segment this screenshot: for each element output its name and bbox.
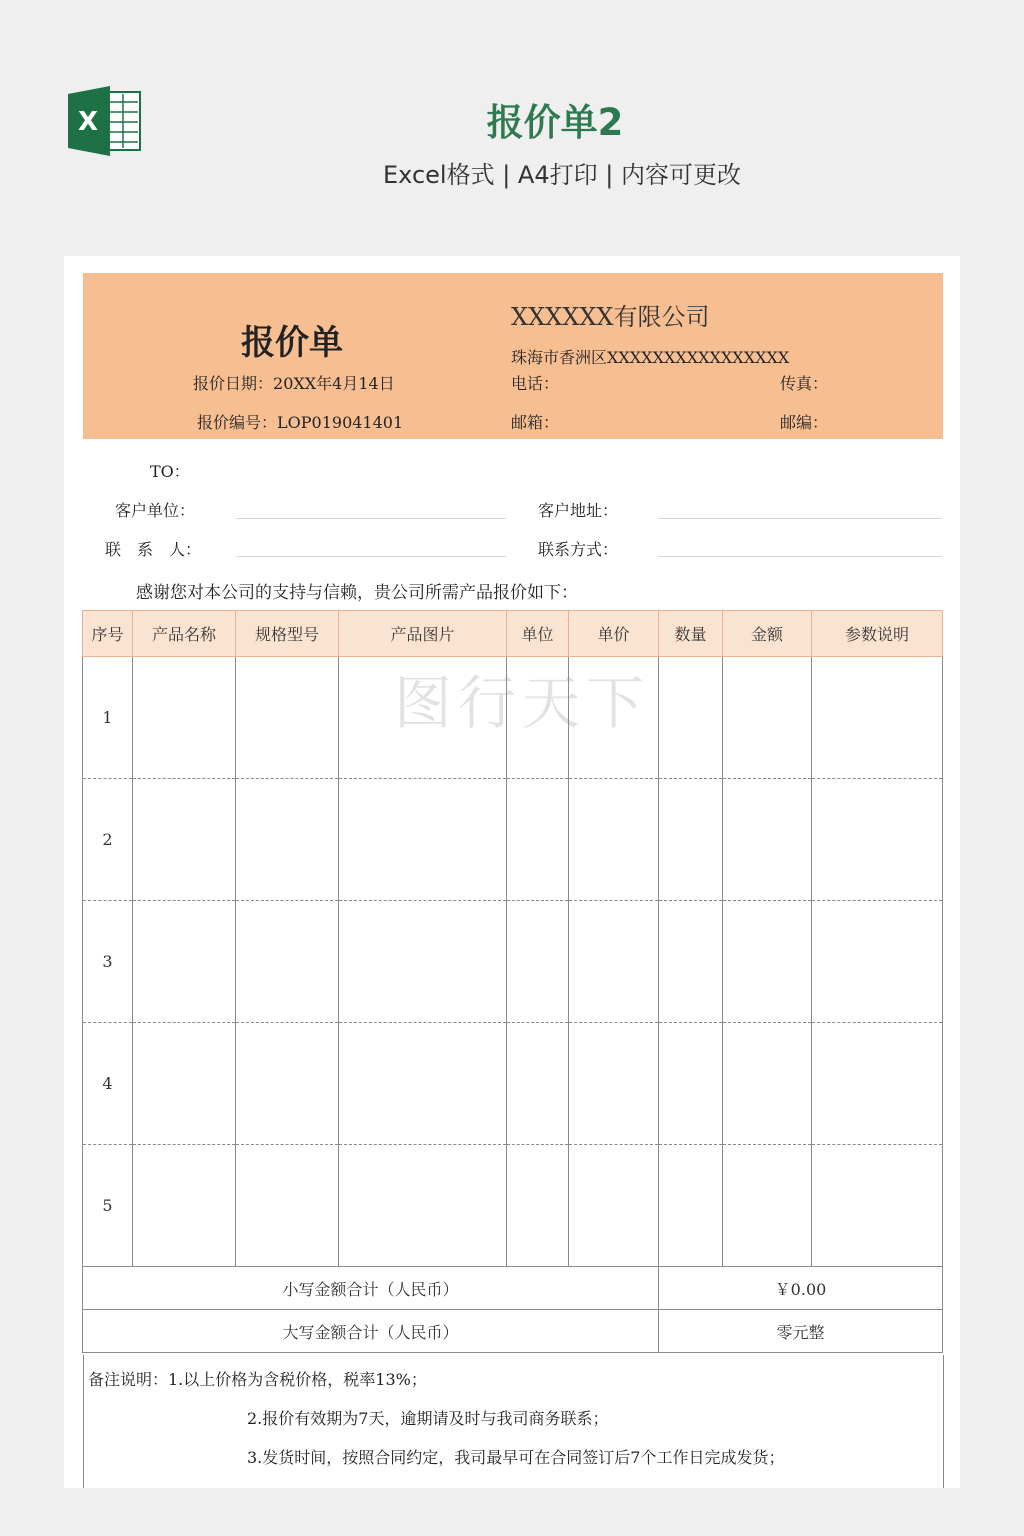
- banner-subtitle: Excel格式 | A4打印 | 内容可更改: [383, 161, 741, 189]
- table-cell[interactable]: [659, 779, 723, 901]
- table-cell[interactable]: [569, 657, 659, 779]
- table-row: [83, 1145, 943, 1267]
- contact-method-field[interactable]: [658, 556, 942, 557]
- table-cell[interactable]: [659, 1023, 723, 1145]
- subtotal-value[interactable]: ￥0.00: [659, 1267, 943, 1310]
- row-index: 1: [83, 657, 133, 779]
- company-name: XXXXXX有限公司: [511, 303, 710, 331]
- total-value[interactable]: 零元整: [659, 1310, 943, 1353]
- subtotal-row: [83, 1267, 943, 1310]
- banner-title: 报价单2: [486, 101, 624, 144]
- table-cell[interactable]: [812, 1023, 943, 1145]
- table-cell[interactable]: [133, 657, 236, 779]
- postcode-label: 邮编：: [780, 413, 829, 432]
- table-cell[interactable]: [236, 1023, 339, 1145]
- quotation-title: 报价单: [241, 323, 343, 363]
- quotation-sheet: [64, 256, 960, 1488]
- table-row: [83, 901, 943, 1023]
- number-value[interactable]: LOP019041401: [277, 413, 404, 432]
- date-label: 报价日期：: [193, 374, 274, 393]
- table-cell[interactable]: [339, 657, 507, 779]
- table-cell[interactable]: [133, 1145, 236, 1267]
- table-cell[interactable]: [236, 657, 339, 779]
- note-line-3: 3.发货时间，按照合同约定，我司最早可在合同签订后7个工作日完成发货；: [247, 1448, 785, 1467]
- header-cell: 数量: [659, 611, 723, 657]
- header-cell: 参数说明: [812, 611, 943, 657]
- watermark-text: 图行天下: [394, 669, 651, 737]
- table-cell[interactable]: [569, 1145, 659, 1267]
- to-label: TO：: [150, 462, 190, 481]
- table-cell[interactable]: [812, 1145, 943, 1267]
- notes-section: [83, 1355, 944, 1488]
- table-cell[interactable]: [339, 1145, 507, 1267]
- header-band: [83, 273, 943, 439]
- table-cell[interactable]: [339, 1023, 507, 1145]
- table-cell[interactable]: [812, 901, 943, 1023]
- table-cell[interactable]: [507, 657, 569, 779]
- table-cell[interactable]: [812, 657, 943, 779]
- table-row: [83, 657, 943, 779]
- number-label: 报价编号：: [197, 413, 278, 432]
- note-line-2: 2.报价有效期为7天，逾期请及时与我司商务联系；: [247, 1409, 609, 1428]
- row-index: 5: [83, 1145, 133, 1267]
- table-cell[interactable]: [659, 657, 723, 779]
- email-label: 邮箱：: [511, 413, 560, 432]
- customer-address-label: 客户地址：: [538, 501, 619, 520]
- header-cell: 单位: [507, 611, 569, 657]
- header-cell: 序号: [83, 611, 133, 657]
- excel-logo-letter: X: [77, 107, 99, 137]
- table-row: [83, 1023, 943, 1145]
- customer-unit-field[interactable]: [236, 518, 506, 519]
- date-value[interactable]: 20XX年4月14日: [273, 374, 395, 393]
- table-cell[interactable]: [507, 1145, 569, 1267]
- table-cell[interactable]: [507, 901, 569, 1023]
- table-cell[interactable]: [339, 779, 507, 901]
- table-cell[interactable]: [236, 901, 339, 1023]
- table-cell[interactable]: [723, 1145, 812, 1267]
- note-line-1: 备注说明：1.以上价格为含税价格，税率13%；: [88, 1370, 427, 1389]
- table-row: [83, 779, 943, 901]
- row-index: 3: [83, 901, 133, 1023]
- table-cell[interactable]: [133, 1023, 236, 1145]
- table-cell[interactable]: [723, 779, 812, 901]
- header-cell: 产品名称: [133, 611, 236, 657]
- row-index: 2: [83, 779, 133, 901]
- fax-label: 传真：: [780, 374, 829, 393]
- customer-unit-label: 客户单位：: [115, 501, 196, 520]
- table-cell[interactable]: [236, 779, 339, 901]
- table-cell[interactable]: [723, 657, 812, 779]
- table-cell[interactable]: [569, 1023, 659, 1145]
- table-cell[interactable]: [133, 779, 236, 901]
- table-cell[interactable]: [659, 901, 723, 1023]
- quotation-table: [82, 610, 943, 1353]
- row-index: 4: [83, 1023, 133, 1145]
- header-cell: 规格型号: [236, 611, 339, 657]
- contact-field[interactable]: [236, 556, 506, 557]
- table-cell[interactable]: [723, 901, 812, 1023]
- customer-address-field[interactable]: [658, 518, 942, 519]
- contact-method-label: 联系方式：: [538, 540, 619, 559]
- header-cell: 单价: [569, 611, 659, 657]
- subtotal-label: 小写金额合计（人民币）: [83, 1267, 659, 1310]
- table-cell[interactable]: [812, 779, 943, 901]
- table-cell[interactable]: [339, 901, 507, 1023]
- table-cell[interactable]: [723, 1023, 812, 1145]
- table-cell[interactable]: [133, 901, 236, 1023]
- table-cell[interactable]: [507, 1023, 569, 1145]
- table-cell[interactable]: [236, 1145, 339, 1267]
- company-address: 珠海市香洲区XXXXXXXXXXXXXXXX: [511, 348, 790, 367]
- total-label: 大写金额合计（人民币）: [83, 1310, 659, 1353]
- table-cell[interactable]: [507, 779, 569, 901]
- header-cell: 金额: [723, 611, 812, 657]
- table-header-row: [83, 611, 943, 657]
- table-cell[interactable]: [659, 1145, 723, 1267]
- table-cell[interactable]: [569, 779, 659, 901]
- thanks-text: 感谢您对本公司的支持与信赖，贵公司所需产品报价如下：: [136, 583, 578, 603]
- phone-label: 电话：: [511, 374, 560, 393]
- contact-label: 联 系 人：: [105, 540, 202, 559]
- header-cell: 产品图片: [339, 611, 507, 657]
- table-cell[interactable]: [569, 901, 659, 1023]
- total-row: [83, 1310, 943, 1353]
